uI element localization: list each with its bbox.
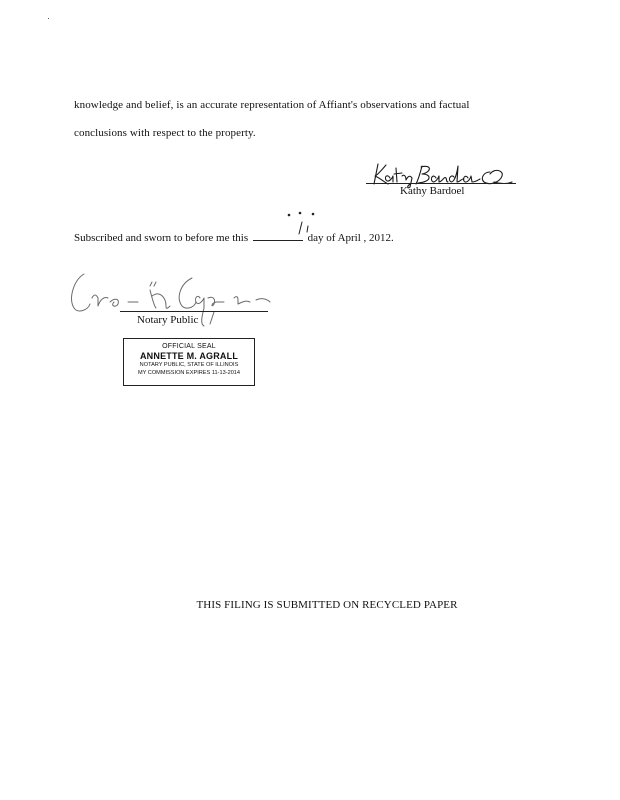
- affiant-signature-line: [366, 183, 516, 184]
- recycled-paper-notice: [0, 599, 620, 611]
- seal-notary-name: ANNETTE M. AGRALL: [139, 351, 239, 361]
- affidavit-text-line-2: conclusions with respect to the property.: [74, 127, 256, 139]
- affidavit-text-line-1: knowledge and belief, is an accurate representation of Affiant's observations and factual: [74, 99, 470, 111]
- jurat-statement: [74, 228, 394, 244]
- handwritten-day-mark: [280, 210, 320, 236]
- notary-public-label: Notary Public: [137, 314, 199, 326]
- notary-signature-line: [120, 311, 268, 312]
- seal-jurisdiction: NOTARY PUBLIC, STATE OF ILLINOIS: [139, 362, 239, 368]
- scan-speck: [48, 18, 49, 19]
- official-seal-stamp: [123, 338, 255, 386]
- seal-heading: OFFICIAL SEAL: [162, 343, 216, 350]
- affiant-name: Kathy Bardoel: [400, 185, 465, 197]
- jurat-suffix: day of April , 2012.: [307, 232, 394, 244]
- seal-commission-expiry: MY COMMISSION EXPIRES 11-13-2014: [137, 369, 241, 376]
- jurat-prefix: Subscribed and sworn to before me this: [74, 232, 249, 244]
- recycled-paper-notice-text: THIS FILING IS SUBMITTED ON RECYCLED PAPER: [196, 599, 458, 611]
